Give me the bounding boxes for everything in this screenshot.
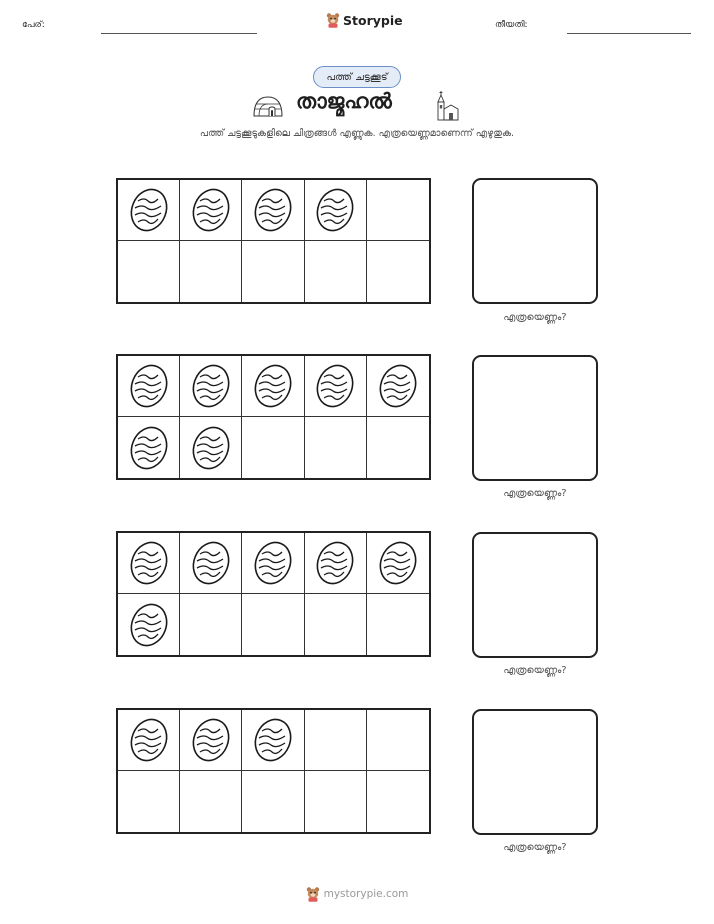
brand-name: Storypie [343,12,403,28]
how-many-label-3: എത്രയെണ്ണം? [503,665,567,676]
striped-egg-icon [378,539,418,587]
striped-egg-icon [191,362,231,410]
striped-egg-icon [253,716,293,764]
ten-frame-cell [305,180,367,241]
striped-egg-icon [129,186,169,234]
ten-frame-cell [180,356,242,417]
ten-frame-3 [116,531,431,657]
footer [0,886,714,902]
how-many-label-4: എത്രയെണ്ണം? [503,842,567,853]
ten-frame-cell [367,356,429,417]
striped-egg-icon [315,362,355,410]
striped-egg-icon [378,362,418,410]
ten-frame-cell [180,710,242,771]
date-label: തീയതി: [495,20,528,30]
ten-frame-cell [367,241,429,302]
church-icon [434,90,460,122]
ten-frame-cell [118,241,180,302]
ten-frame-cell [242,241,304,302]
footer-url[interactable]: mystorypie.com [323,888,409,900]
ten-frame-cell [305,771,367,832]
striped-egg-icon [315,539,355,587]
how-many-label-2: എത്രയെണ്ണം? [503,488,567,499]
striped-egg-icon [253,362,293,410]
ten-frame-cell [242,180,304,241]
answer-box-1[interactable] [472,178,598,304]
ten-frame-cell [242,417,304,478]
worksheet-title: താജ്മഹൽ [296,89,392,113]
ten-frame-cell [305,710,367,771]
striped-egg-icon [129,424,169,472]
name-label: പേര്: [22,20,45,30]
ten-frame-cell [367,180,429,241]
ten-frame-cell [242,771,304,832]
storypie-bear-logo-icon [326,12,340,28]
ten-frame-cell [180,594,242,655]
answer-box-4[interactable] [472,709,598,835]
how-many-label-1: എത്രയെണ്ണം? [503,312,567,323]
ten-frame-cell [367,710,429,771]
ten-frame-cell [367,771,429,832]
striped-egg-icon [129,362,169,410]
answer-box-3[interactable] [472,532,598,658]
striped-egg-icon [129,716,169,764]
ten-frame-cell [305,356,367,417]
ten-frame-cell [305,594,367,655]
ten-frame-cell [242,533,304,594]
striped-egg-icon [129,601,169,649]
striped-egg-icon [191,186,231,234]
striped-egg-icon [253,539,293,587]
ten-frame-cell [180,180,242,241]
ten-frame-cell [305,241,367,302]
striped-egg-icon [191,424,231,472]
ten-frame-cell [118,417,180,478]
answer-box-2[interactable] [472,355,598,481]
striped-egg-icon [191,716,231,764]
ten-frame-cell [118,771,180,832]
ten-frame-cell [367,533,429,594]
igloo-icon [252,94,284,118]
striped-egg-icon [129,539,169,587]
ten-frame-1 [116,178,431,304]
ten-frame-2 [116,354,431,480]
storypie-bear-logo-icon [306,886,320,902]
ten-frame-cell [118,533,180,594]
striped-egg-icon [253,186,293,234]
striped-egg-icon [191,539,231,587]
name-line[interactable] [101,33,257,34]
topic-badge: പത്ത് ചട്ടക്കൂട് [313,66,401,88]
ten-frame-cell [118,356,180,417]
ten-frame-cell [180,533,242,594]
ten-frame-cell [180,241,242,302]
ten-frame-cell [180,417,242,478]
instructions: പത്ത് ചട്ടക്കൂടുകളിലെ ചിത്രങ്ങൾ എണ്ണുക. എത്രയെണ്ണമാണെന്ന് എഴുതുക. [199,128,515,139]
brand [326,12,403,28]
ten-frame-cell [242,710,304,771]
ten-frame-4 [116,708,431,834]
ten-frame-cell [305,533,367,594]
ten-frame-cell [305,417,367,478]
ten-frame-cell [367,594,429,655]
ten-frame-cell [118,594,180,655]
date-line[interactable] [567,33,691,34]
striped-egg-icon [315,186,355,234]
ten-frame-cell [180,771,242,832]
ten-frame-cell [118,710,180,771]
ten-frame-cell [367,417,429,478]
ten-frame-cell [118,180,180,241]
ten-frame-cell [242,594,304,655]
ten-frame-cell [242,356,304,417]
